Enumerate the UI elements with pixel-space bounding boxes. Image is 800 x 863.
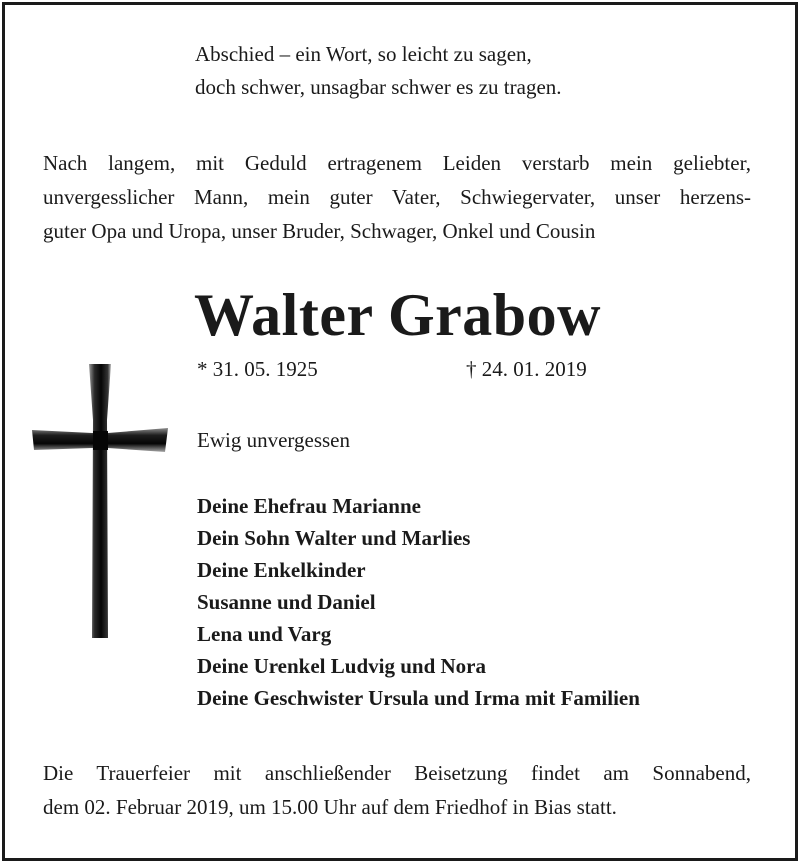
mourner-line: Deine Enkelkinder — [197, 558, 366, 582]
death-date: † 24. 01. 2019 — [466, 357, 587, 381]
intro-line-3: guter Opa und Uropa, unser Bruder, Schwager, Onkel und Cousin — [43, 219, 596, 243]
intro-paragraph — [43, 146, 751, 248]
mourner-line: Deine Ehefrau Marianne — [197, 494, 421, 518]
mourner-line: Lena und Varg — [197, 622, 332, 646]
mourners-list — [197, 490, 640, 714]
mourner-line: Dein Sohn Walter und Marlies — [197, 526, 471, 550]
intro-line-2: unvergesslicher Mann, mein guter Vater, Schwiegervater, unser herzens- — [43, 185, 751, 209]
verse-line-2: doch schwer, unsagbar schwer es zu tragen. — [195, 75, 562, 99]
funeral-service-notice — [43, 756, 751, 824]
service-line-1: Die Trauerfeier mit anschließender Beisetzung findet am Sonnabend, — [43, 761, 751, 785]
farewell-verse — [195, 38, 562, 104]
deceased-name: Walter Grabow — [193, 282, 602, 348]
intro-line-1: Nach langem, mit Geduld ertragenem Leiden verstarb mein geliebter, — [43, 151, 751, 175]
verse-line-1: Abschied – ein Wort, so leicht zu sagen, — [195, 42, 532, 66]
service-line-2: dem 02. Februar 2019, um 15.00 Uhr auf dem Friedhof in Bias statt. — [43, 795, 617, 819]
mourner-line: Susanne und Daniel — [197, 590, 376, 614]
birth-date: * 31. 05. 1925 — [197, 357, 318, 381]
cross-icon — [32, 362, 168, 640]
motto: Ewig unvergessen — [197, 428, 350, 452]
mourner-line: Deine Geschwister Ursula und Irma mit Familien — [197, 686, 640, 710]
mourner-line: Deine Urenkel Ludvig und Nora — [197, 654, 486, 678]
